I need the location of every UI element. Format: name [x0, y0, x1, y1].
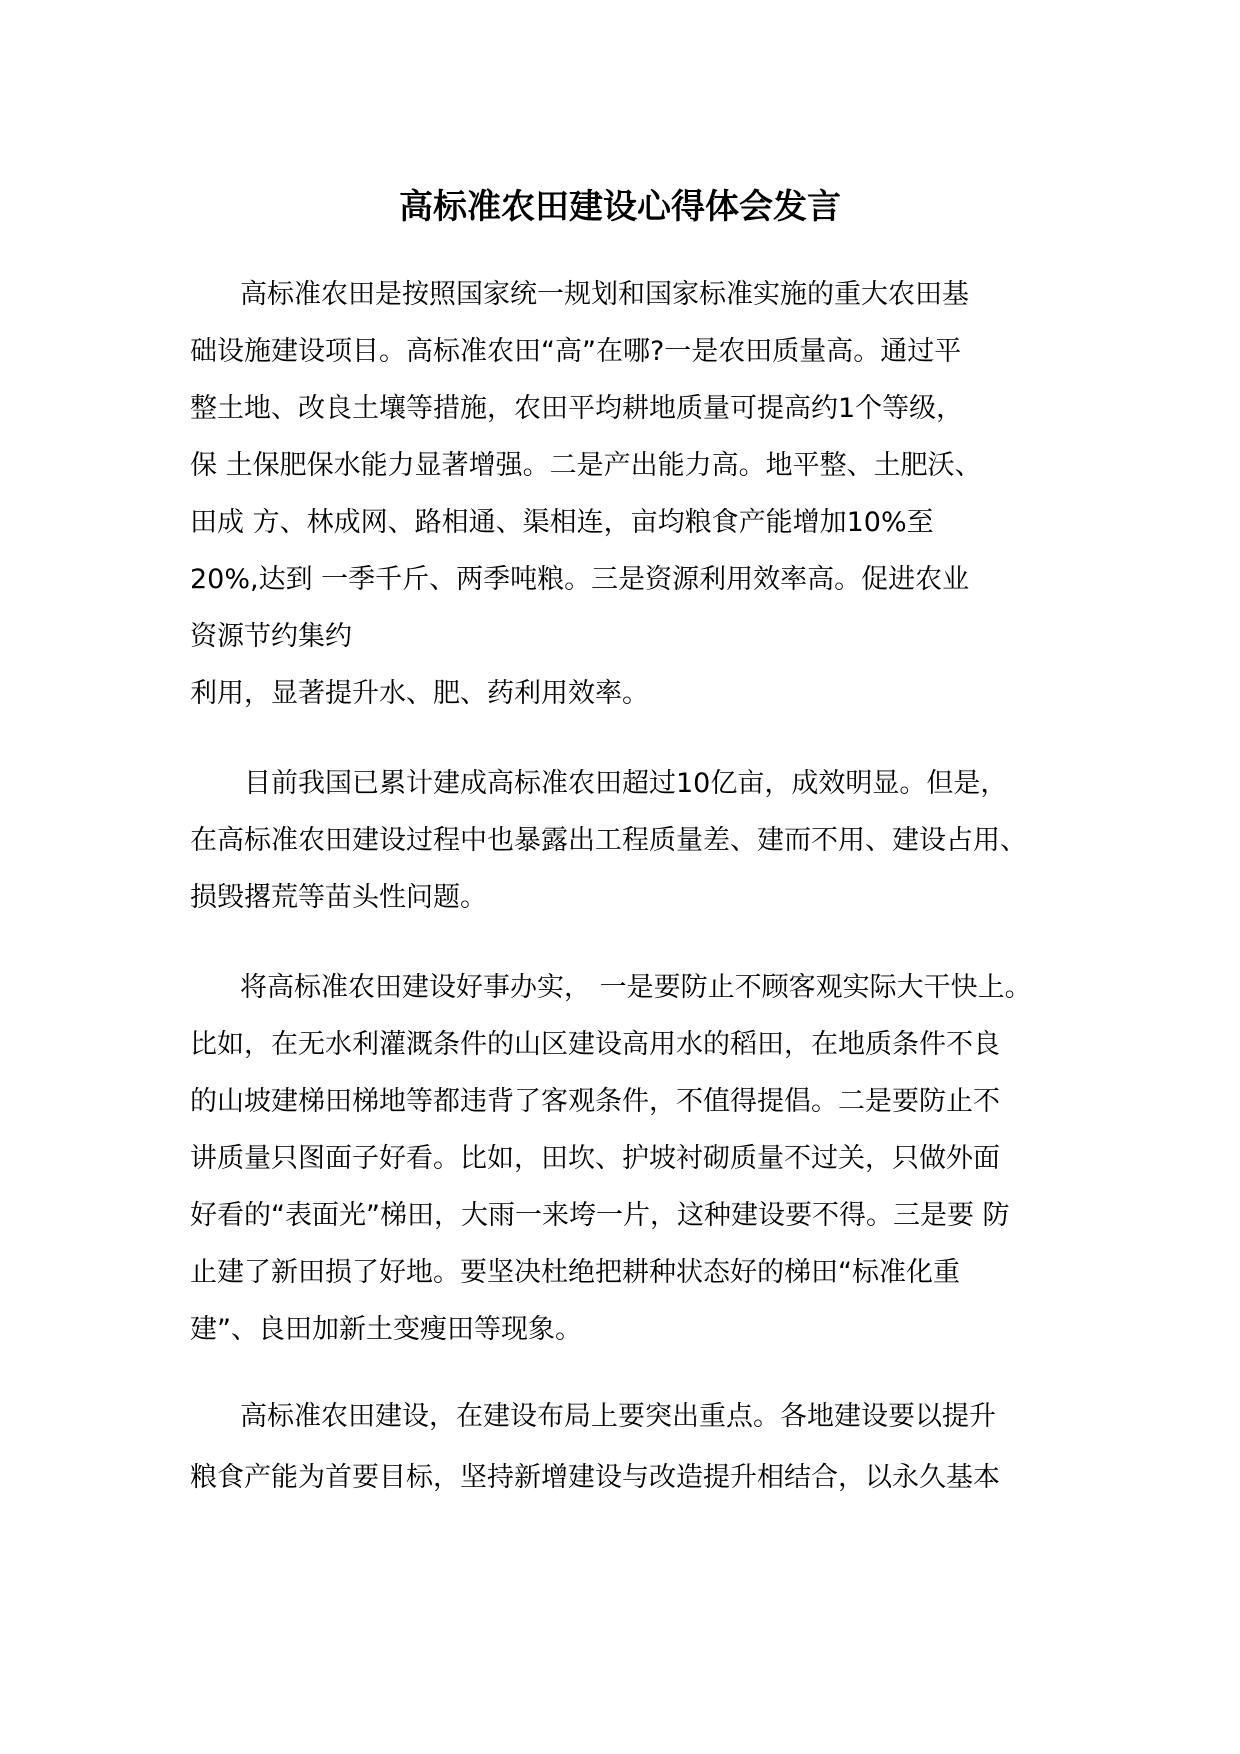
paragraph-line: 高标准农田是按照国家统一规划和国家标准实施的重大农田基	[240, 279, 969, 310]
paragraph-line: 好看的“表面光”梯田，大雨一来垮一片，这种建设要不得。三是要 防	[190, 1200, 1010, 1231]
paragraph-line: 损毁撂荒等苗头性问题。	[190, 882, 487, 913]
document-title: 高标准农田建设心得体会发言	[399, 187, 841, 227]
paragraph-line: 在高标准农田建设过程中也暴露出工程质量差、建而不用、建设占用、	[190, 825, 1027, 856]
paragraph-line: 目前我国已累计建成高标准农田超过10亿亩，成效明显。但是，	[244, 768, 1008, 799]
paragraph-line: 高标准农田建设，在建设布局上要突出重点。各地建设要以提升	[240, 1401, 996, 1432]
paragraph-line: 础设施建设项目。高标准农田“高”在哪?一是农田质量高。通过平	[190, 336, 962, 367]
paragraph-line: 利用，显著提升水、肥、药利用效率。	[190, 678, 649, 709]
paragraph-line: 建”、良田加新土变瘦田等现象。	[190, 1314, 582, 1345]
paragraph-line: 整土地、改良土壤等措施，农田平均耕地质量可提高约1个等级，	[190, 393, 964, 424]
paragraph-line: 资源节约集约	[190, 621, 352, 652]
paragraph-line: 止建了新田损了好地。要坚决杜绝把耕种状态好的梯田“标准化重	[190, 1257, 960, 1288]
paragraph-line: 讲质量只图面子好看。比如，田坎、护坡衬砌质量不过关，只做外面	[190, 1143, 1000, 1174]
paragraph-line: 粮食产能为首要目标，坚持新增建设与改造提升相结合，以永久基本	[190, 1462, 1000, 1493]
paragraph-line: 田成 方、林成网、路相通、渠相连，亩均粮食产能增加10%至	[190, 507, 934, 538]
paragraph-line: 20%,达到 一季千斤、两季吨粮。三是资源利用效率高。促进农业	[190, 564, 970, 595]
paragraph-line: 比如，在无水利灌溉条件的山区建设高用水的稻田，在地质条件不良	[190, 1029, 1000, 1060]
paragraph-line: 保 土保肥保水能力显著增强。二是产出能力高。地平整、土肥沃、	[190, 450, 982, 481]
paragraph-line: 的山坡建梯田梯地等都违背了客观条件，不值得提倡。二是要防止不	[190, 1086, 1000, 1117]
paragraph-line: 将高标准农田建设好事办实， 一是要防止不顾客观实际大干快上。	[240, 972, 1032, 1003]
